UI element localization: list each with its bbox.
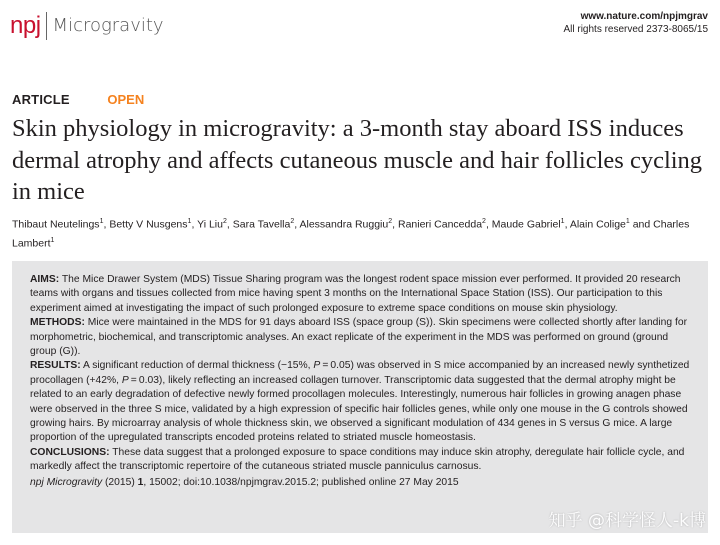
p-value-symbol: P bbox=[121, 374, 129, 386]
results-label: RESULTS: bbox=[30, 360, 81, 372]
aims-label: AIMS: bbox=[30, 274, 60, 285]
author-name[interactable]: Betty V Nusgens bbox=[109, 218, 188, 231]
author-separator: , bbox=[564, 218, 570, 231]
author-name[interactable]: Alessandra Ruggiu bbox=[299, 218, 389, 231]
logo-npj: npj bbox=[10, 12, 41, 39]
citation-journal: npj Microgravity bbox=[30, 476, 103, 488]
author-affiliation: 2 bbox=[482, 218, 486, 225]
logo-journal-name: Microgravity bbox=[52, 15, 164, 36]
author-affiliation: 2 bbox=[222, 218, 227, 225]
author-affiliation: 2 bbox=[290, 218, 295, 225]
author-separator: , bbox=[226, 218, 233, 231]
article-type-row bbox=[12, 92, 144, 107]
author-separator: , bbox=[392, 218, 398, 231]
author-name[interactable]: Sara Tavella bbox=[232, 218, 291, 231]
article-title: Skin physiology in microgravity: a 3-month stay aboard ISS induces dermal atrophy and affects cutaneous muscle and hair follicles cycling in mice bbox=[12, 115, 703, 205]
conclusions-text: These data suggest that a prolonged exposure to space conditions may induce skin atrophy, deregulate hair follicle cycle, and markedly affect the transcriptomic repertoire of the cutaneous striated muscle panniculus carnosus. bbox=[30, 446, 685, 473]
journal-logo[interactable] bbox=[10, 12, 164, 40]
abstract-methods bbox=[30, 316, 696, 359]
abstract-text bbox=[30, 273, 696, 490]
citation-year: (2015) bbox=[104, 476, 135, 488]
open-access-badge: OPEN bbox=[107, 92, 145, 107]
abstract-conclusions bbox=[30, 446, 696, 475]
results-text-c: = 0.03), likely reflecting an increased collagen turnover. Transcriptomic data suggested that the dermal atrophy might be related to an early degradation of defective newly formed procollagen molecules. Interestingly, numerous hair follicles in growing anagen phase were observed in the three S mice, validated by a high expression of specific hair follicles genes, while only one mouse in the G controls showed growing hairs. By microarray analysis of whole thickness skin, we observed a significant modulation of 434 genes in S versus G mice. A large proportion of the upregulated transcripts encoded proteins related to striated muscle homeostasis. bbox=[30, 374, 688, 444]
logo-divider bbox=[46, 12, 47, 40]
p-value-symbol: P bbox=[313, 360, 321, 372]
author-separator: , bbox=[191, 218, 198, 231]
abstract-results bbox=[30, 359, 696, 445]
author-affiliation: 2 bbox=[388, 218, 393, 225]
author-affiliation: 1 bbox=[50, 236, 55, 244]
author-separator: , bbox=[294, 218, 300, 231]
author-name[interactable]: Thibaut Neutelings bbox=[12, 218, 100, 231]
journal-header bbox=[10, 8, 708, 48]
author-separator: , bbox=[103, 218, 110, 231]
author-affiliation: 1 bbox=[187, 218, 192, 225]
results-text-b: = 0.05) was observed in S mice accompanied by an increased newly synthetized procollagen (+42%, bbox=[30, 360, 690, 386]
citation-volume: 1 bbox=[137, 476, 144, 488]
author-name[interactable]: Maude Gabriel bbox=[491, 218, 561, 231]
author-separator: and bbox=[629, 218, 654, 231]
article-type-label: ARTICLE bbox=[12, 92, 70, 107]
author-affiliation: 1 bbox=[99, 218, 104, 225]
conclusions-label: CONCLUSIONS: bbox=[30, 446, 110, 458]
author-separator: , bbox=[485, 218, 492, 231]
abstract-aims bbox=[30, 273, 696, 316]
author-name[interactable]: Alain Colige bbox=[569, 218, 626, 231]
watermark: 知乎 @科学怪人-k博 bbox=[548, 511, 706, 531]
author-affiliation: 1 bbox=[560, 218, 565, 225]
author-name[interactable]: Ranieri Cancedda bbox=[397, 218, 483, 231]
methods-text: Mice were maintained in the MDS for 91 days aboard ISS (space group (S)). Skin specimens were collected shortly after landing for morphometric, biochemical, and transcriptomic analyses. An exact replicate of the experiment in the MDS was performed on ground (ground group (G)). bbox=[30, 317, 688, 358]
rights-text: All rights reserved 2373-8065/15 bbox=[563, 24, 708, 35]
journal-url-link[interactable]: www.nature.com/npjmgrav bbox=[580, 11, 708, 22]
author-list bbox=[12, 214, 712, 251]
header-info bbox=[563, 10, 708, 36]
citation-rest: , 15002; doi:10.1038/npjmgrav.2015.2; published online 27 May 2015 bbox=[143, 476, 459, 488]
methods-label: METHODS: bbox=[30, 317, 85, 329]
author-name[interactable]: Yi Liu bbox=[197, 218, 223, 231]
citation-line bbox=[30, 476, 696, 490]
author-name[interactable]: Charles Lambert bbox=[12, 218, 690, 249]
results-text-a: A significant reduction of dermal thickness (−15%, bbox=[83, 360, 314, 372]
aims-text: The Mice Drawer System (MDS) Tissue Sharing program was the longest rodent space mission ever performed. It provided 20 research teams with organs and tissues collected from mice having spent 3 months on the International Space Station (ISS). Our participation to this experiment aimed at investigating the impact of such prolonged exposure to extreme space conditions on mouse skin physiology. bbox=[30, 274, 681, 314]
author-affiliation: 1 bbox=[625, 218, 630, 225]
abstract-box bbox=[12, 261, 708, 533]
